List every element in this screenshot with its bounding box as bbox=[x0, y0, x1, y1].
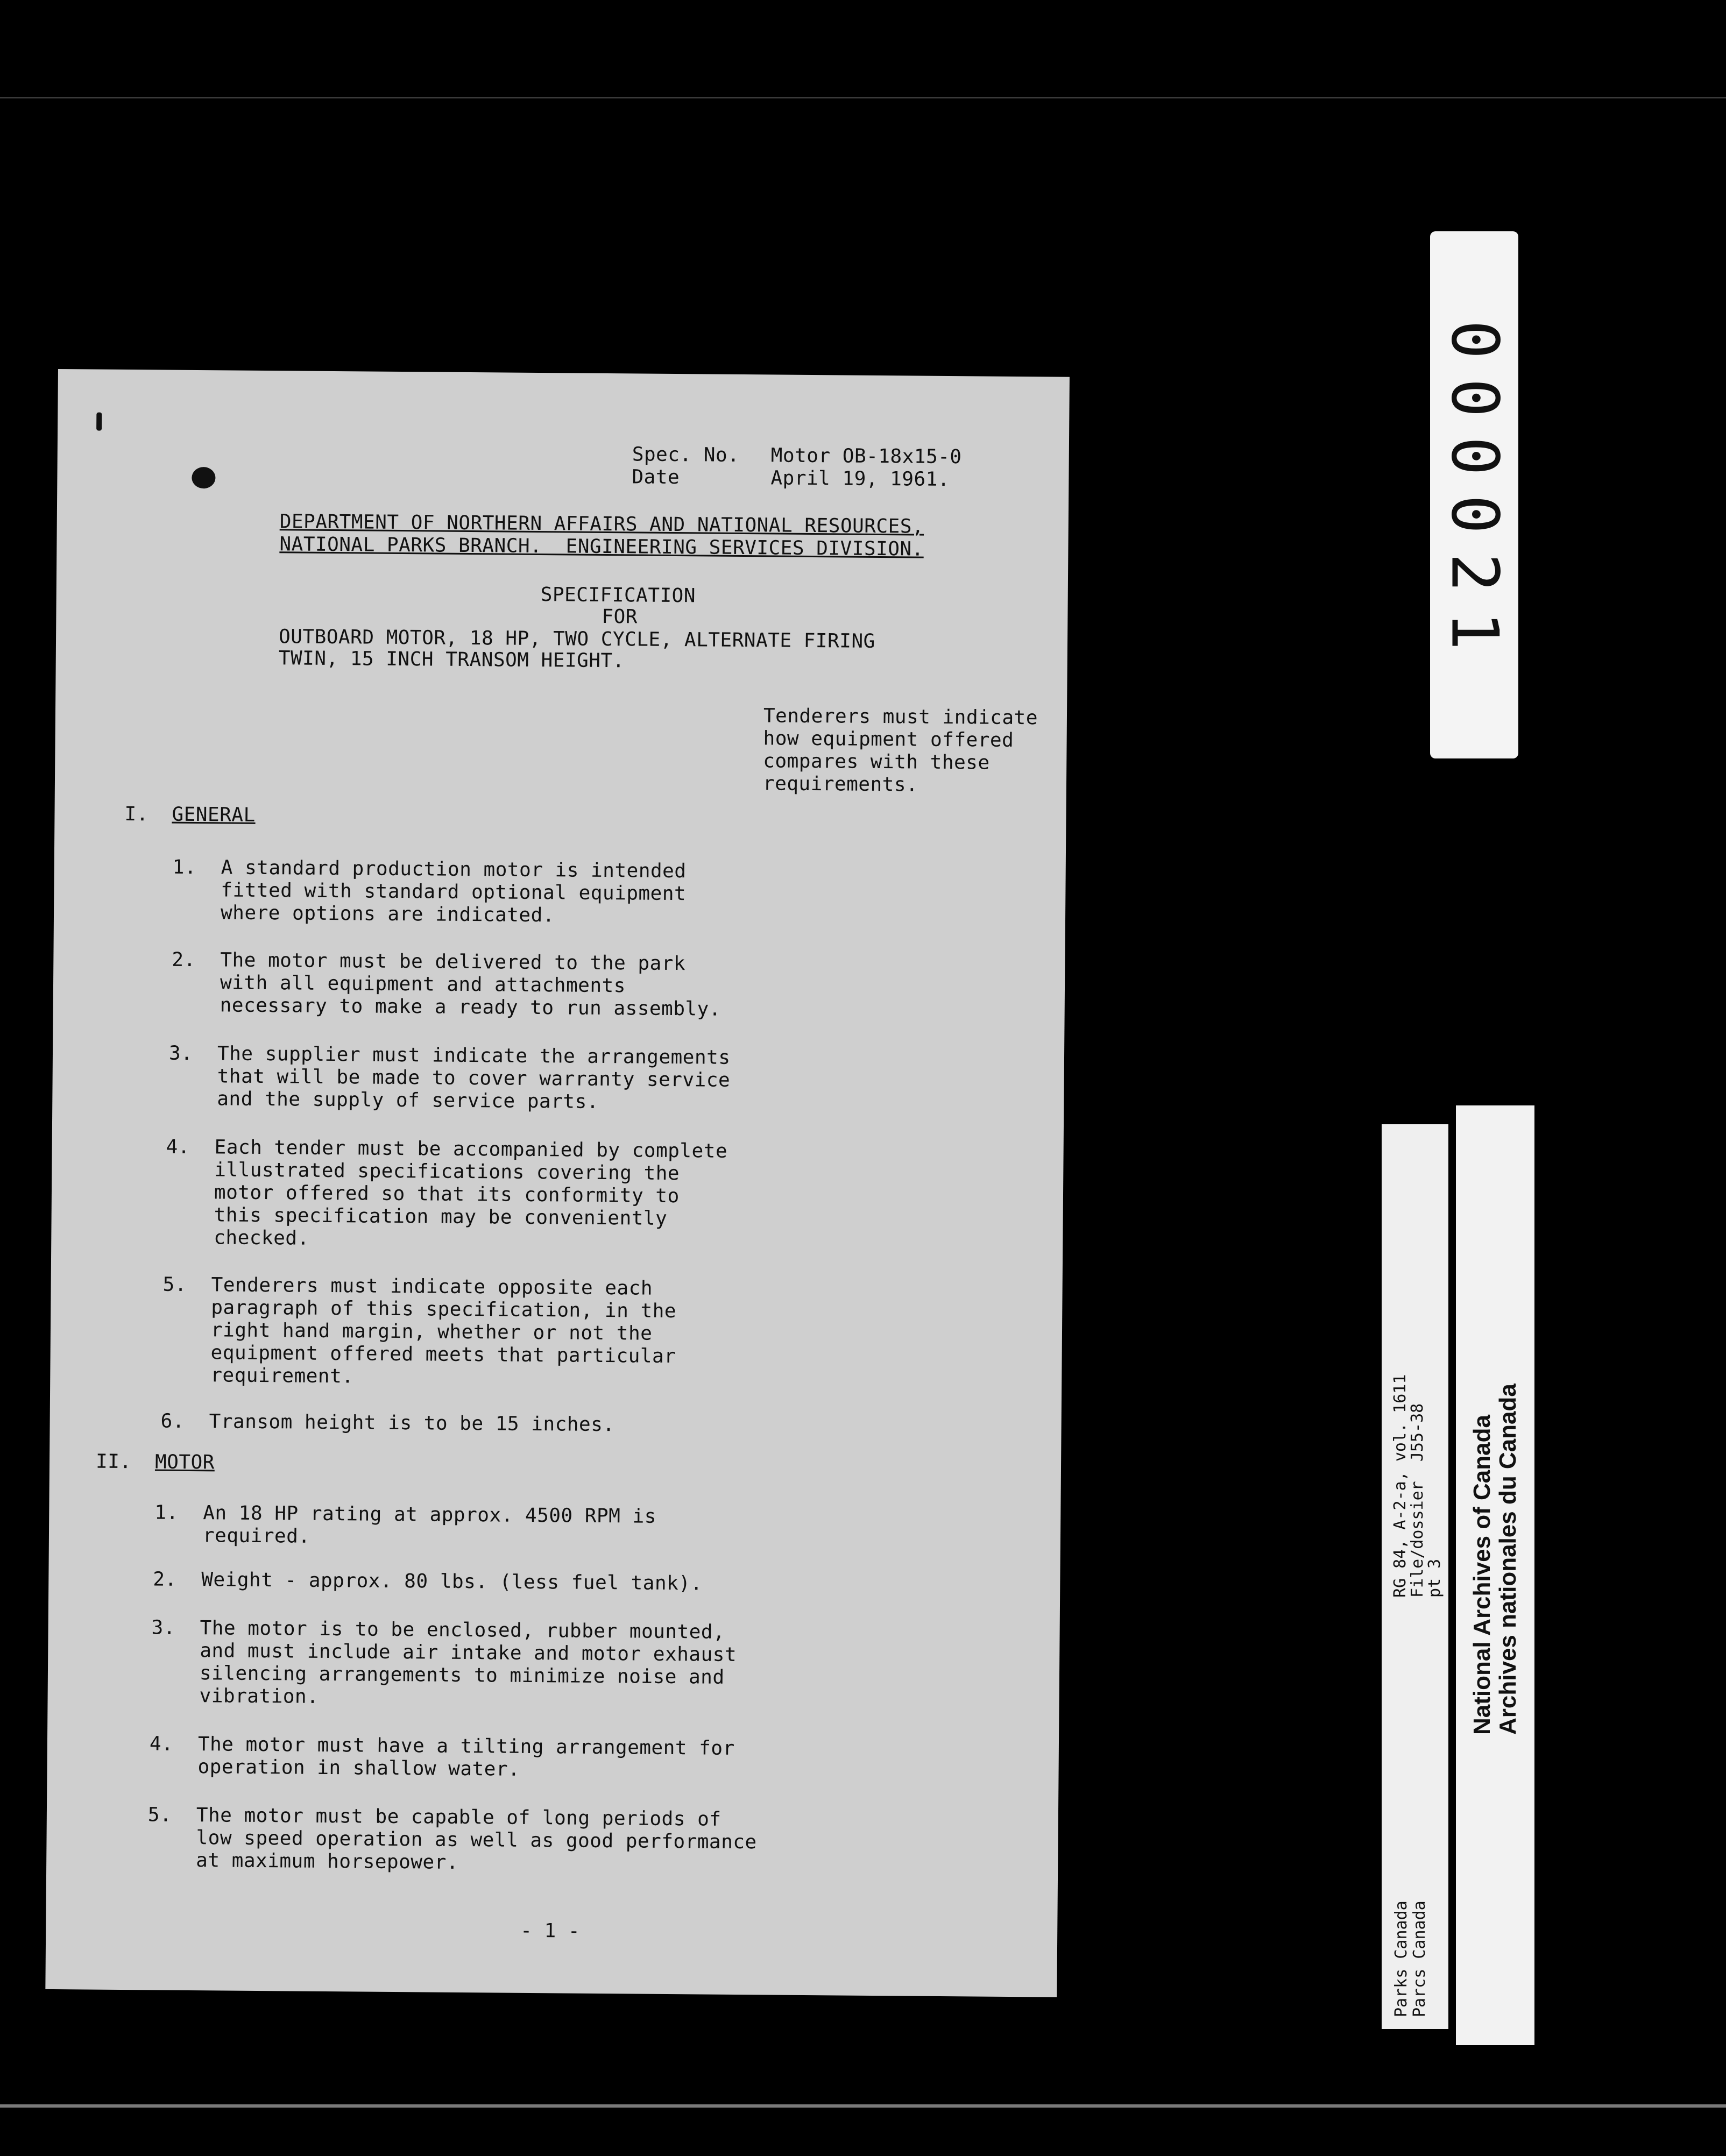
document-page bbox=[45, 369, 1070, 1997]
item-number: 1. bbox=[172, 856, 197, 879]
item-line: An 18 HP rating at approx. 4500 RPM is bbox=[203, 1502, 657, 1528]
item-number: 5. bbox=[162, 1273, 187, 1296]
section-heading-motor: MOTOR bbox=[154, 1451, 215, 1474]
spec-label: Spec. No. bbox=[632, 443, 740, 466]
item-number: 4. bbox=[149, 1733, 174, 1755]
side-note-line-3: compares with these bbox=[763, 750, 990, 774]
frame-number: 000021 bbox=[1437, 320, 1512, 670]
item-line: motor offered so that its conformity to bbox=[214, 1181, 680, 1208]
item-number: 4. bbox=[166, 1136, 190, 1158]
archive-reference-label bbox=[1382, 1124, 1448, 2029]
item-line: Transom height is to be 15 inches. bbox=[209, 1410, 615, 1436]
side-note-line-2: how equipment offered bbox=[763, 727, 1014, 751]
national-archives-label bbox=[1456, 1105, 1534, 2045]
parks-line-1: Parks Canada bbox=[1392, 1900, 1411, 2017]
archive-ref-line-3: pt 3 bbox=[1425, 1558, 1444, 1598]
page-number: - 1 - bbox=[520, 1919, 581, 1942]
spec-title-line-3: OUTBOARD MOTOR, 18 HP, TWO CYCLE, ALTERNATE FIRING bbox=[278, 626, 875, 653]
item-line: where options are indicated. bbox=[220, 902, 555, 927]
item-line: operation in shallow water. bbox=[197, 1756, 520, 1781]
frame-number-tag bbox=[1430, 231, 1518, 758]
parks-line-2: Parcs Canada bbox=[1410, 1900, 1429, 2017]
item-line: Each tender must be accompanied by complete bbox=[214, 1136, 728, 1162]
item-line: paragraph of this specification, in the bbox=[211, 1296, 677, 1323]
item-line: equipment offered meets that particular bbox=[210, 1342, 676, 1368]
item-number: 2. bbox=[172, 948, 196, 971]
side-note-line-4: requirements. bbox=[762, 772, 918, 796]
hole-punch-mark bbox=[192, 467, 215, 488]
item-number: 6. bbox=[160, 1410, 185, 1432]
item-line: that will be made to cover warranty service bbox=[217, 1065, 731, 1091]
section-numeral: I. bbox=[124, 803, 149, 826]
item-line: Tenderers must indicate opposite each bbox=[211, 1274, 653, 1300]
item-line: with all equipment and attachments bbox=[220, 971, 626, 997]
department-line-2: NATIONAL PARKS BRANCH. ENGINEERING SERVICES DIVISION. bbox=[279, 533, 924, 561]
item-line: requirement. bbox=[210, 1364, 354, 1388]
item-line: The motor must be capable of long periods of bbox=[196, 1804, 721, 1831]
spec-title-line-4: TWIN, 15 INCH TRANSOM HEIGHT. bbox=[278, 647, 625, 672]
item-number: 2. bbox=[153, 1568, 177, 1591]
archives-name-fr: Archives nationales du Canada bbox=[1495, 1384, 1521, 1735]
item-line: fitted with standard optional equipment bbox=[221, 879, 687, 905]
item-line: low speed operation as well as good performance bbox=[196, 1827, 757, 1854]
item-line: The motor must be delivered to the park bbox=[220, 949, 686, 975]
spec-title-for: FOR bbox=[602, 605, 638, 628]
item-line: right hand margin, whether or not the bbox=[210, 1319, 653, 1345]
item-line: required. bbox=[202, 1524, 310, 1548]
date-value: April 19, 1961. bbox=[770, 467, 950, 491]
item-number: 1. bbox=[154, 1501, 179, 1524]
item-number: 3. bbox=[168, 1042, 193, 1065]
item-number: 5. bbox=[147, 1804, 172, 1826]
item-line: The supplier must indicate the arrangements bbox=[217, 1042, 731, 1069]
item-line: The motor is to be enclosed, rubber mounted, bbox=[200, 1617, 725, 1643]
item-number: 3. bbox=[151, 1616, 176, 1639]
item-line: silencing arrangements to minimize noise and bbox=[199, 1662, 725, 1689]
item-line: necessary to make a ready to run assembly. bbox=[220, 994, 721, 1020]
archive-ref-line-2: File/dossier J55-38 bbox=[1408, 1403, 1427, 1598]
item-line: illustrated specifications covering the bbox=[214, 1159, 680, 1185]
department-line-1: DEPARTMENT OF NORTHERN AFFAIRS AND NATIONAL RESOURCES, bbox=[279, 510, 924, 538]
item-line: checked. bbox=[214, 1226, 309, 1250]
film-bottom-edge bbox=[0, 2104, 1726, 2108]
smudge-mark bbox=[96, 413, 102, 431]
archives-name-en: National Archives of Canada bbox=[1469, 1415, 1495, 1735]
archive-ref-line-1: RG 84, A-2-a, vol. 1611 bbox=[1391, 1374, 1410, 1598]
item-line: at maximum horsepower. bbox=[196, 1849, 459, 1874]
item-line: this specification may be conveniently bbox=[214, 1204, 668, 1230]
section-numeral: II. bbox=[95, 1450, 132, 1473]
item-line: and the supply of service parts. bbox=[217, 1088, 599, 1113]
section-heading-general: GENERAL bbox=[172, 803, 256, 826]
item-line: Weight - approx. 80 lbs. (less fuel tank). bbox=[201, 1569, 703, 1595]
film-top-edge bbox=[0, 97, 1726, 98]
side-note-line-1: Tenderers must indicate bbox=[763, 705, 1038, 729]
spec-number: Motor OB-18x15-0 bbox=[770, 444, 962, 469]
item-line: The motor must have a tilting arrangement for bbox=[197, 1733, 735, 1760]
item-line: vibration. bbox=[199, 1685, 319, 1708]
item-line: and must include air intake and motor exhaust bbox=[200, 1640, 737, 1666]
item-line: A standard production motor is intended bbox=[221, 856, 687, 883]
spec-title: SPECIFICATION bbox=[540, 584, 696, 607]
date-label: Date bbox=[632, 466, 680, 489]
